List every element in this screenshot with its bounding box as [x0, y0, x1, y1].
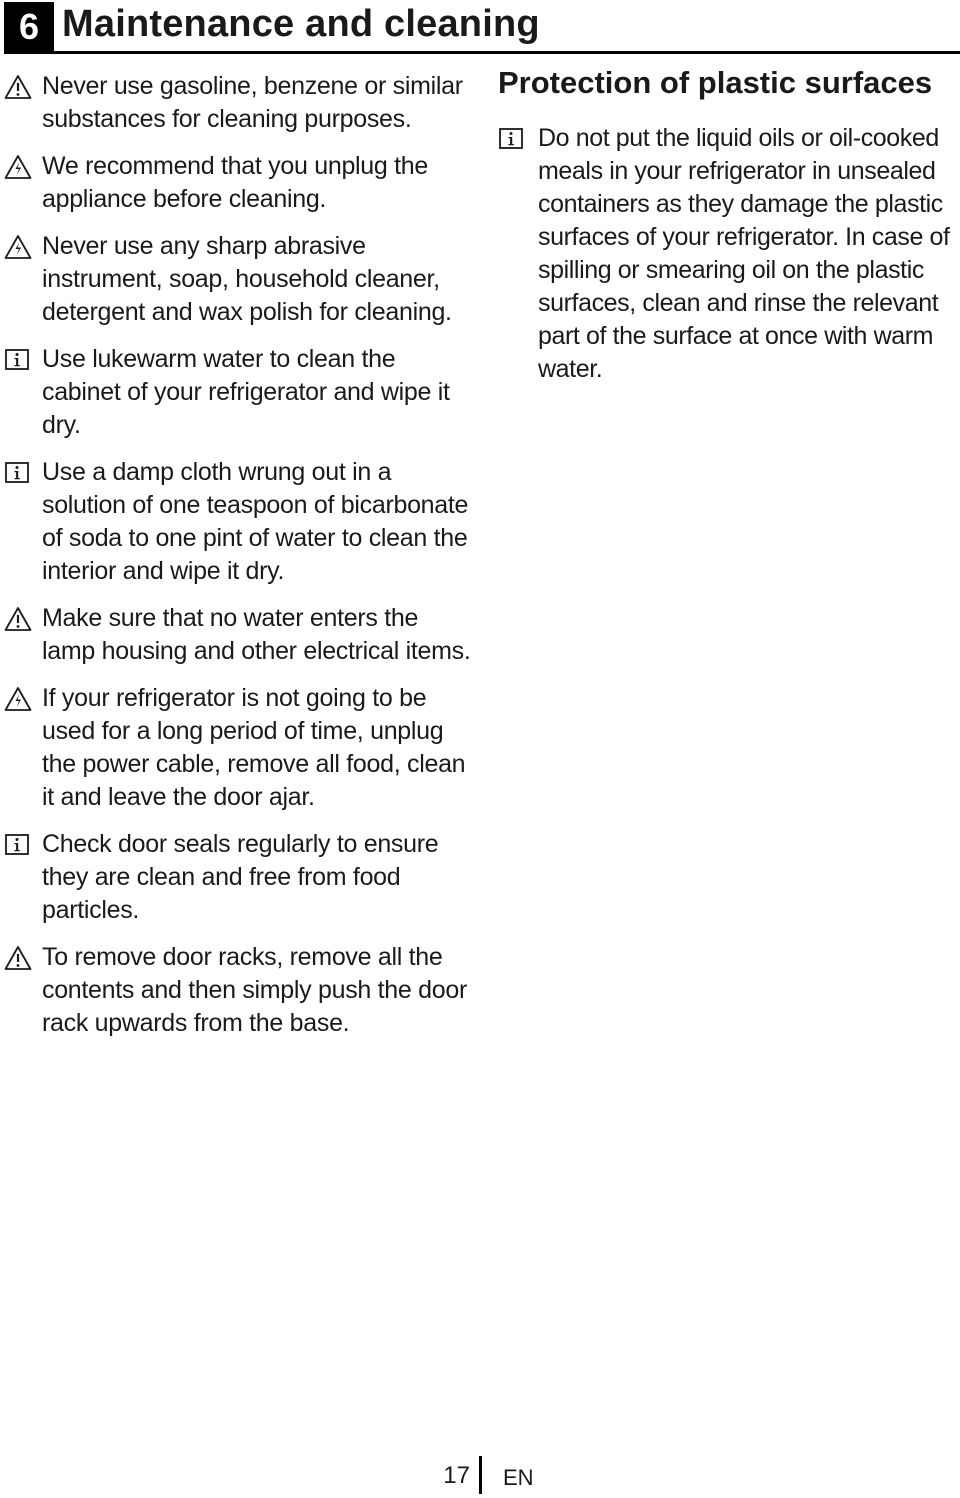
- item-text: Use a damp cloth wrung out in a solution of one teaspoon of bicarbonate of soda to one pint of water to clean the interior and wipe it dry.: [42, 458, 469, 585]
- left-column: [4, 70, 474, 1054]
- electric-warning-icon: [4, 154, 32, 180]
- list-item: [4, 456, 474, 588]
- electric-warning-icon: [4, 234, 32, 260]
- item-text: Use lukewarm water to clean the cabinet of your refrigerator and wipe it dry.: [42, 345, 450, 439]
- list-item: [4, 828, 474, 927]
- list-item: [498, 122, 960, 386]
- item-text: Check door seals regularly to ensure they are clean and free from food particles.: [42, 830, 439, 924]
- page-number: 17: [443, 1462, 470, 1489]
- info-icon: [4, 460, 32, 486]
- list-item: [4, 941, 474, 1040]
- electric-warning-icon: [4, 686, 32, 712]
- info-icon: [4, 347, 32, 373]
- list-item: [4, 343, 474, 442]
- item-text: If your refrigerator is not going to be used for a long period of time, unplug the power cable, remove all food, clean it and leave the door ajar.: [42, 684, 466, 811]
- chapter-header: [0, 0, 960, 56]
- warning-icon: [4, 606, 32, 632]
- header-divider: [4, 51, 960, 54]
- list-item: [4, 602, 474, 668]
- language-label: EN: [503, 1465, 534, 1490]
- page-footer: [0, 1456, 960, 1496]
- warning-icon: [4, 945, 32, 971]
- chapter-number: 6: [4, 2, 54, 52]
- warning-icon: [4, 74, 32, 100]
- item-text: To remove door racks, remove all the contents and then simply push the door rack upwards from the base.: [42, 943, 467, 1037]
- item-text: We recommend that you unplug the appliance before cleaning.: [42, 152, 429, 213]
- list-item: [4, 70, 474, 136]
- info-icon: [498, 126, 526, 152]
- chapter-title: Maintenance and cleaning: [62, 3, 540, 45]
- footer-divider: [479, 1456, 482, 1494]
- item-text: Do not put the liquid oils or oil-cooked meals in your refrigerator in unsealed containers as they damage the plastic surfaces of your refrigerator. In case of spilling or smearing oil on the plastic surfaces, clean and rinse the relevant part of the surface at once with warm water.: [538, 124, 950, 383]
- list-item: [4, 230, 474, 329]
- item-text: Never use gasoline, benzene or similar substances for cleaning purposes.: [42, 72, 463, 133]
- info-icon: [4, 832, 32, 858]
- list-item: [4, 150, 474, 216]
- list-item: [4, 682, 474, 814]
- item-text: Make sure that no water enters the lamp housing and other electrical items.: [42, 604, 471, 665]
- right-column: [498, 66, 960, 400]
- item-text: Never use any sharp abrasive instrument, soap, household cleaner, detergent and wax polish for cleaning.: [42, 232, 452, 326]
- section-title: Protection of plastic surfaces: [498, 65, 933, 100]
